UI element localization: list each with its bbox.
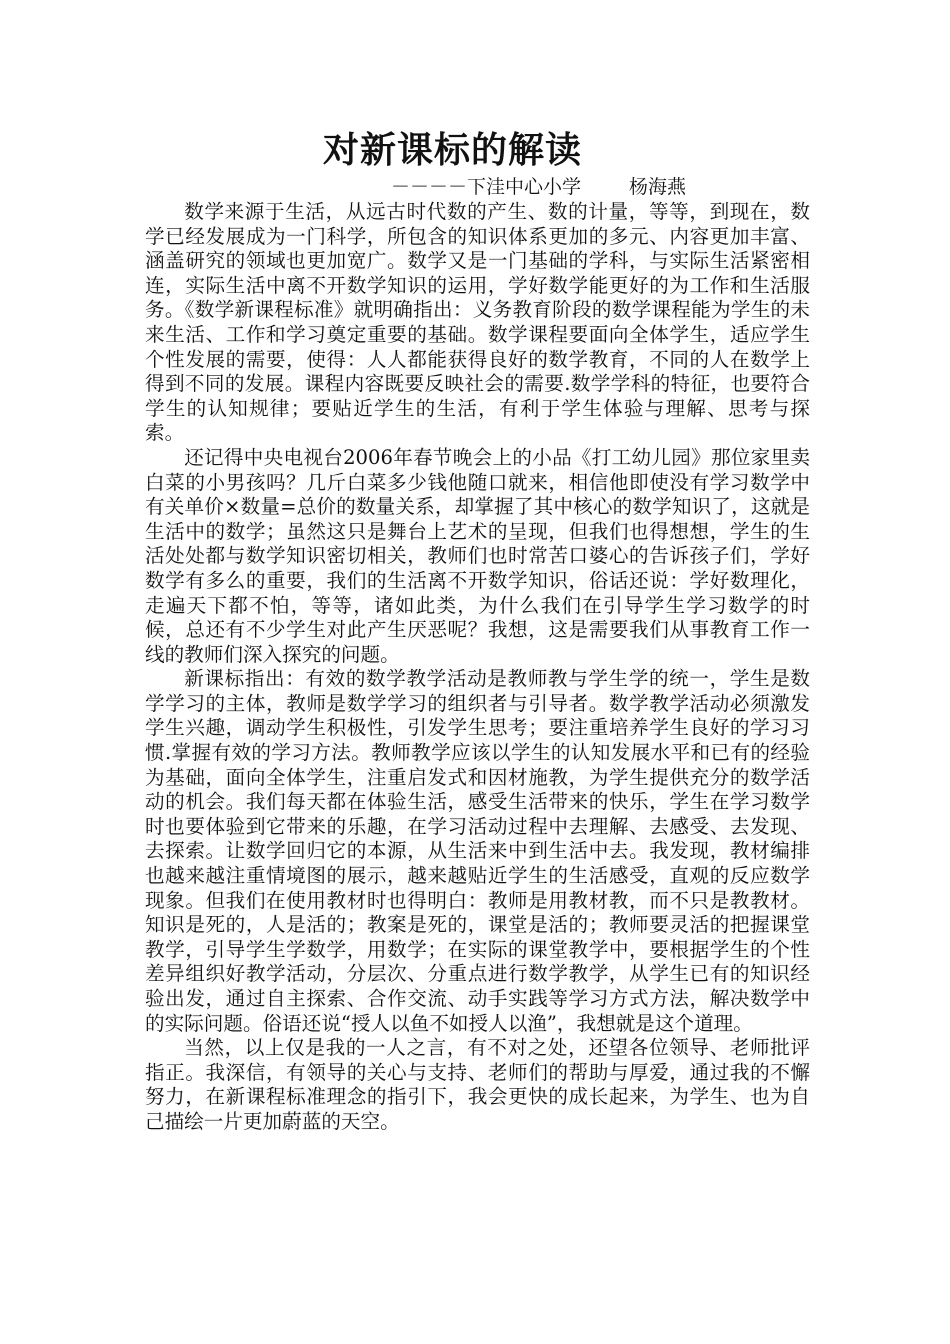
page-title: 对新课标的解读	[322, 129, 582, 171]
paragraph-1: 数学来源于生活，从远古时代数的产生、数的计量，等等，到现在，数学已经发展成为一门科学，所包含的知识体系更加的多元、内容更加丰富、涵盖研究的领域也更加宽广。数学又是一门基础的学科，与实际生活紧密相连，实际生活中离不开数学知识的运用，学好数学能更好的为工作和生活服务。《数学新课程标准》就明确指出：义务教育阶段的数学课程能为学生的未来生活、工作和学习奠定重要的基础。数学课程要面向全体学生，适应学生个性发展的需要，使得：人人都能获得良好的数学教育，不同的人在数学上得到不同的发展。课程内容既要反映社会的需要.数学学科的特征，也要符合学生的认知规律；要贴近学生的生活，有利于学生体验与理解、思考与探索。	[145, 200, 810, 445]
paragraph-2: 还记得中央电视台2006年春节晚会上的小品《打工幼儿园》那位家里卖白菜的小男孩吗？几斤白菜多少钱他随口就来，相信他即使没有学习数学中有关单价×数量=总价的数量关系，却掌握了其中核心的数学知识了，这就是生活中的数学；虽然这只是舞台上艺术的呈现，但我们也得想想，学生的生活处处都与数学知识密切相关，教师们也时常苦口婆心的告诉孩子们，学好数学有多么的重要，我们的生活离不开数学知识，俗话还说：学好数理化，走遍天下都不怕，等等，诸如此类，为什么我们在引导学生学习数学的时候，总还有不少学生对此产生厌恶呢？我想，这是需要我们从事教育工作一线的教师们深入探究的问题。	[145, 445, 810, 666]
byline-school: －－－－下洼中心小学	[391, 176, 582, 198]
paragraph-3: 新课标指出：有效的数学教学活动是教师教与学生学的统一，学生是数学学习的主体，教师是数学学习的组织者与引导者。数学教学活动必须激发学生兴趣，调动学生积极性，引发学生思考；要注重培养学生良好的学习习惯.掌握有效的学习方法。教师教学应该以学生的认知发展水平和已有的经验为基础，面向全体学生，注重启发式和因材施教，为学生提供充分的数学活动的机会。我们每天都在体验生活，感受生活带来的快乐，学生在学习数学时也要体验到它带来的乐趣，在学习活动过程中去理解、去感受、去发现、去探索。让数学回归它的本源，从生活来中到生活中去。我发现，教材编排也越来越注重情境图的展示，越来越贴近学生的生活感受，直观的反应数学现象。但我们在使用教材时也得明白：教师是用教材教，而不只是教教材。知识是死的，人是活的；教案是死的，课堂是活的；教师要灵活的把握课堂教学，引导学生学数学，用数学；在实际的课堂教学中，要根据学生的个性差异组织好教学活动，分层次、分重点进行数学教学，从学生已有的知识经验出发，通过自主探索、合作交流、动手实践等学习方式方法，解决数学中的实际问题。俗语还说“授人以鱼不如授人以渔”，我想就是这个道理。	[145, 667, 810, 1035]
document-page	[145, 124, 810, 1135]
byline	[145, 176, 810, 198]
byline-author: 杨海燕	[629, 176, 687, 198]
paragraph-4: 当然，以上仅是我的一人之言，有不对之处，还望各位领导、老师批评指正。我深信，有领导的关心与支持、老师们的帮助与厚爱，通过我的不懈努力，在新课程标准理念的指引下，我会更快的成长起来，为学生、也为自己描绘一片更加蔚蓝的天空。	[145, 1036, 810, 1133]
